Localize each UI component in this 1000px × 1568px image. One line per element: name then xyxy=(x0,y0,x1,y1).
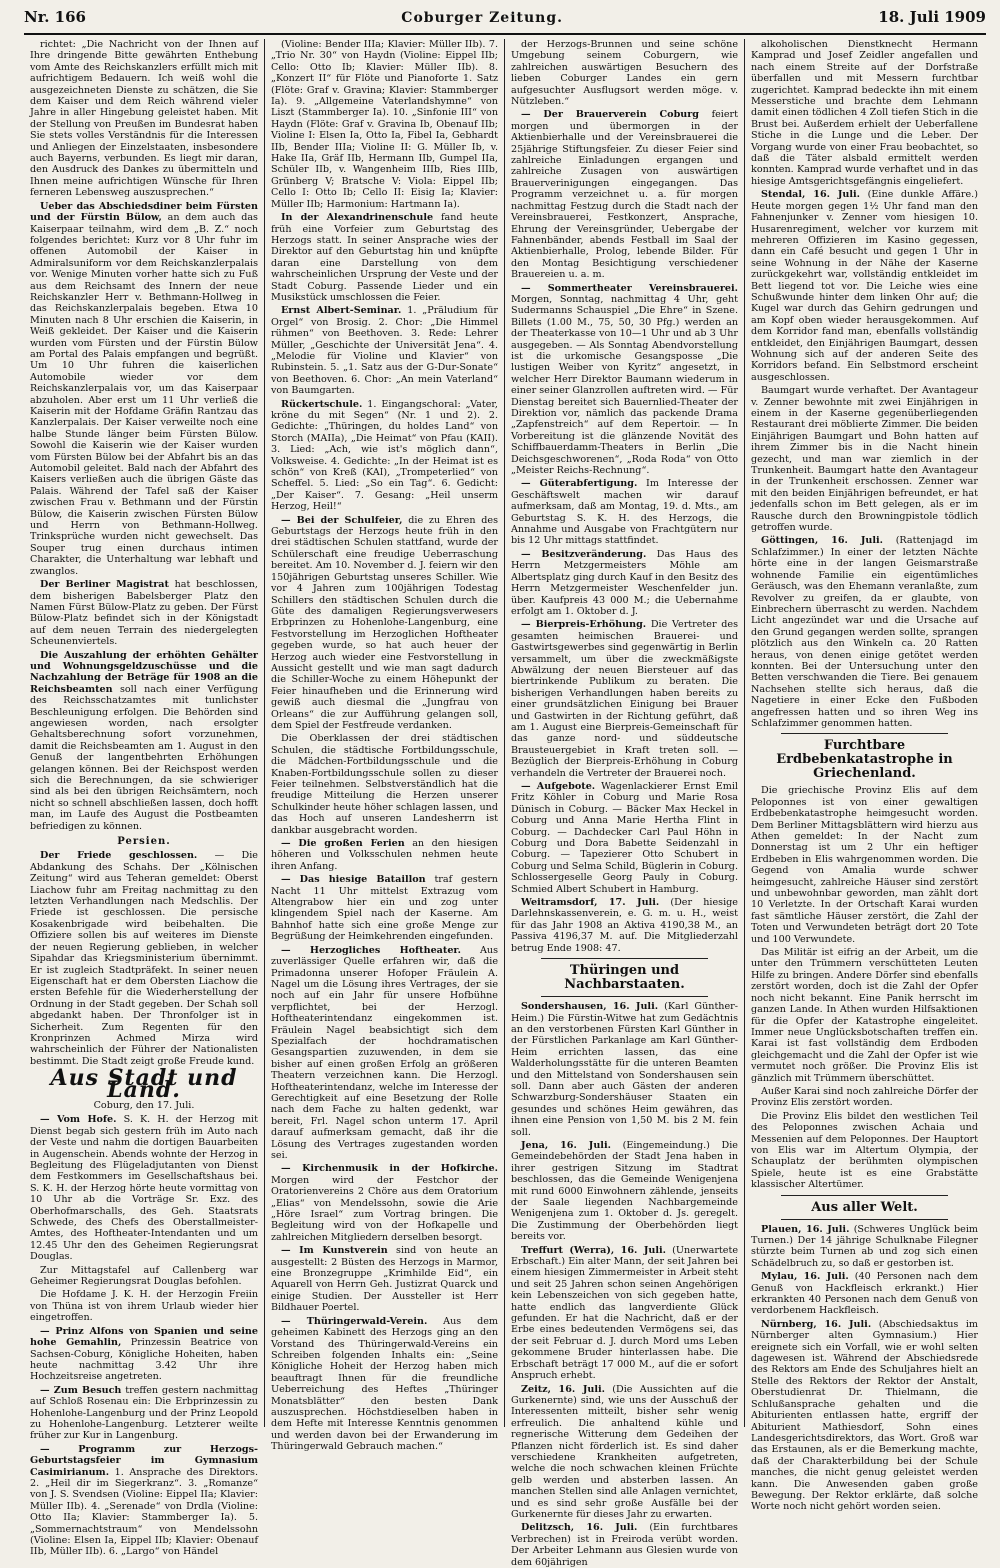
article-paragraph: der Herzogs-Brunnen und seine schöne Umgebung seinem Coburgern, wie zahlreichen auswärtigen Besuchern des lieben Coburger Landes ein gern aufgesuchter Ausflugsort werden möge. v. Nützleben.“ xyxy=(511,39,738,108)
article-heading: In der Alexandrinenschule xyxy=(281,212,434,224)
article-paragraph xyxy=(511,109,738,280)
article-paragraph xyxy=(751,189,978,383)
article-text: (Die Aussichten auf die Gurkenernte) sind, wie uns der Ausschuß der Interessenten mitteilt, bisher sehr wenig erfreulich. Die anhaltend kühle und regnerische Witterung dem Gedeihen der Pflanzen nicht förderlich ist. Es sind daher verschiedene Krankheiten aufgetreten, welche die noch schwachen kleinen Früchte gelb werden und absterben lassen. An manchen Stellen sind alle Anlagen vernichtet, und es sind sehr große Ausfälle bei der Gurkenernte für dieses Jahr zu erwarten. xyxy=(511,1383,738,1520)
article-heading: Weitramsdorf, 17. Juli. xyxy=(521,897,660,909)
article-heading: Rückertschule. xyxy=(281,398,363,410)
article-heading: Der Friede geschlossen. xyxy=(40,850,198,862)
article-text: S. K. H. der Herzog mit Dienst begab sich gestern früh im Auto nach der Veste und nahm die dortigen Bauarbeiten in Augenschein. Abends wohnte der Herzog in Begleitung des Flügeladjutanten von Dienst dem Festkommers im Gesellschaftshaus bei. S. K. H. der Herzog hörte heute vormittag von 10 Uhr ab die Vorträge Sr. Exz. des Oberhofmarschalls, des Geh. Staatsrats Schwede, des Chefs des Oberstallmeister-Amtes, des Hoftheater-Intendanten und um 12.45 Uhr den des Geheimen Regierungsrat Douglas. xyxy=(30,1114,258,1263)
article-paragraph xyxy=(271,1316,498,1453)
divider xyxy=(541,996,708,997)
article-heading: — Bei der Schulfeier, xyxy=(281,514,403,526)
article-text: (Rattenjagd im Schlafzimmer.) In einer der letzten Nächte hörte eine in der langen Geismarstraße wohnende Familie ein eigentümliches Geräusch, was den Ehemann veranlaßte, zum Revolver zu greifen, da er glaubte, von Einbrechern überrascht zu werden. Nachdem Licht angezündet war und die Ursache auf den Grund gegangen werden sollte, sprangen plötzlich aus den Winkeln ca. 20 Ratten heraus, von denen einige getötet werden konnten. Bei der Untersuchung unter den Betten verschwanden die Tiere. Bei genauem Nachsehen stellte sich heraus, daß die Nagetiere in einer Ecke den Fußboden angefressen hatten und so ihren Weg ins Schlafzimmer genommen hatten. xyxy=(751,535,978,729)
article-paragraph xyxy=(30,579,258,647)
article-text: Morgen, Sonntag, nachmittag 4 Uhr, geht Sudermanns Schauspiel „Die Ehre“ in Szene. Billets (1.00 M., 75, 50, 30 Pfg.) werden an der Theaterkasse von 10—1 Uhr und ab 3 Uhr ausgegeben. — Als Sonntag Abendvorstellung ist die urkomische Gesangsposse „Die lustigen Weiber von Kyritz“ angesetzt, in welcher Herr Direktor Baumann wiederum in einer seiner Glanzrollen auftreten wird. — Für Dienstag bereitet sich Bauernlied-Theater der Direktion vor, nämlich das packende Drama „Zapfenstreich“ auf dem Repertoir. — In Vorbereitung ist die glänzende Novität des Schiffbauerdamm-Theaters in Berlin „Die Deichsgeschworenen“, „Roda Roda“ von Otto „Meister Reichs-Rechnung“. xyxy=(511,293,738,477)
article-paragraph xyxy=(271,399,498,513)
article-paragraph xyxy=(271,1163,498,1243)
article-text: Das Haus des Herrn Metzgermeisters Möhle am Albertsplatz ging durch Kauf in den Besitz des Herrn Metzgermeister Weschenfelder jun. über. Kaufpreis 43 000 M.; die Uebernahme erfolgt am 1. Oktober d. J. xyxy=(511,548,738,617)
article-paragraph xyxy=(30,1114,258,1262)
article-paragraph xyxy=(30,1326,258,1383)
section-heading-persien: Persien. xyxy=(117,836,171,848)
article-paragraph xyxy=(271,945,498,1162)
article-heading: Göttingen, 16. Juli. xyxy=(761,535,883,547)
article-heading: — Thüringerwald-Verein. xyxy=(281,1315,428,1327)
article-paragraph xyxy=(30,1444,258,1558)
article-paragraph xyxy=(30,850,258,1067)
article-paragraph xyxy=(511,1384,738,1521)
article-paragraph: alkoholischen Dienstknecht Hermann Kamprad und Josef Zeidler angefallen und nach einem Streite auf der Dorfstraße überfallen und mit Messern furchtbar zugerichtet. Kamprad bedeckte ihn mit einem Messerstiche und brachte dem Lehmann damit einen tödlichen 4 Zoll tiefen Stich in die Brust bei. Außerdem erhielt der Ueberfallene Stiche in die Lunge und die Leber. Der Vorgang wurde von einer Frau beobachtet, so daß die Täter alsbald ermittelt werden konnten. Kamprad wurde verhaftet und in das hiesige Amtsgerichtsgefängnis eingeliefert. xyxy=(751,39,978,187)
article-paragraph: Die Provinz Elis bildet den westlichen Teil des Peloponnes zwischen Achaia und Messenien auf dem Peloponnes. Der Hauptort von Elis war im Altertum Olympia, der Schauplatz der berühmten olympischen Spiele, heute ist es eine Grabstätte klassischer Altertümer. xyxy=(751,1110,978,1191)
column-3 xyxy=(504,39,744,1568)
article-text: Im Interesse der Geschäftswelt machen wir darauf aufmerksam, daß am Montag, 19. d. Mts., am Geburtstag S. K. H. des Herzogs, die Annahme und Ausgabe von Frachtgütern nur bis 12 Uhr mittags stattfindet. xyxy=(511,478,738,547)
article-heading: Plauen, 16. Juli. xyxy=(761,1223,850,1235)
article-heading: — Programm zur Herzogs-Geburtstagsfeier im Gymnasium Casimirianum. xyxy=(30,1443,258,1478)
section-heading-erdbeben: Furchtbare Erdbebenkatastrophe in Griechenland. xyxy=(776,738,953,782)
article-paragraph xyxy=(271,838,498,872)
article-heading: — Güterabfertigung. xyxy=(521,478,638,490)
article-text: fand heute früh eine Vorfeier zum Geburtstag des Herzogs statt. In seiner Ansprache wies der Direktor auf den Geburtstag hin und knüpfte daran eine Darstellung von dem wahrscheinlichen Ursprung der Veste und der Stadt Coburg. Passende Lieder und ein Musikstück umschlossen die Feier. xyxy=(271,212,498,303)
article-text: Aus zuverlässiger Quelle erfahren wir, daß die Primadonna unserer Hofoper Fräulein A. Nagel um die Lösung ihres Vertrages, der sie noch auf ein Jahr für unsere Hofbühne verpflichtet, bei der Herzogl. Hoftheaterintendanz eingekommen ist. Fräulein Nagel beabsichtigt sich dem Spezialfach der hochdramatischen Gesangspartien zuzuwenden, in dem sie bisher auf einen großen Erfolg an größeren Theatern verzeichnen kann. Die Herzogl. Hoftheaterintendanz, welche im Interesse der Gerechtigkeit auf eine Besetzung der Rolle nach dem Fache zu halten gedenkt, war bereit, Frl. Nagel schon unterm 17. April darauf aufmerksam gemacht, daß ihr die Lösung des Vertrages zugestanden worden sei. xyxy=(271,944,498,1161)
article-paragraph xyxy=(511,1522,738,1568)
article-heading: Delitzsch, 16. Juli. xyxy=(521,1522,638,1534)
article-text: (Ein furchtbares Verbrechen) ist in Freiroda verübt worden. Der Arbeiter Lehmann aus Glesien wurde von dem 60jährigen xyxy=(511,1522,738,1568)
article-heading: — Bierpreis-Erhöhung. xyxy=(521,619,647,631)
article-text: Morgen wird der Festchor der Oratorienvereins 2 Chöre aus dem Oratorium „Elias“ von Mendelssohn, sowie die Arie „Höre Israel“ zum Vortrag bringen. Die Begleitung wird von der Hofkapelle und zahlreichen Mitgliedern derselben besorgt. xyxy=(271,1174,498,1243)
article-text: (Unerwartete Erbschaft.) Ein alter Mann, der seit Jahren bei einem hiesigen Zimmermeister in Arbeit steht und seit 25 Jahren schon seinen Angehörigen kein Lebenszeichen von sich gegeben hatte, hatte endlich das langverdiente Glück gefunden. Er hat die Nachricht, daß er der Erbe eines bedeutenden Vermögens sei, das der seit Februar d. J. durch Mord ums Leben gekommene Bruder hinterlassen habe. Die Erbschaft beträgt 17 000 M., auf die er sofort Anspruch erhebt. xyxy=(511,1244,738,1382)
article-heading: — Die großen Ferien xyxy=(281,838,405,850)
article-paragraph xyxy=(30,650,258,833)
article-text: an den hiesigen höheren und Volksschulen nehmen heute ihren Anfang. xyxy=(271,838,498,872)
article-heading: — Herzogliches Hoftheater. xyxy=(281,944,461,956)
article-heading: Nürnberg, 16. Juli. xyxy=(761,1318,872,1330)
article-heading: — Besitzveränderung. xyxy=(521,548,647,560)
article-paragraph: richtet: „Die Nachricht von der Ihnen auf Ihre dringende Bitte gewährten Enthebung vom Amte des Reichskanzlers erfüllt mich mit aufrichtigem Bedauern. Ich weiß wohl die ausgezeichneten Dienste zu schätzen, die Sie dem Kaiser und dem Reich während vieler Jahre in aller Hingebung geleistet haben. Mit der Stellung von Preußen im Bundesrat haben Sie stets volles Verständnis für die Interessen und Anliegen der Einzelstaaten, insbesondere auch Bayerns, verbunden. Es liegt mir daran, den Ausdruck des Dankes zu übermitteln und Ihnen meine aufrichtigen Wünsche für Ihren ferneren Lebensweg auszusprechen.“ xyxy=(30,39,258,199)
article-text: traf gestern Nacht 11 Uhr mittelst Extrazug vom Altengrabow hier ein und zog unter klingendem Spiel nach der Kaserne. Am Bahnhof hatte sich eine große Menge zur Begrüßung der Heimkehrenden eingefunden. xyxy=(271,874,498,943)
article-paragraph xyxy=(271,212,498,303)
article-text: soll nach einer Verfügung des Reichsschatzamtes mit tunlichster Beschleunigung erfolgen. Die Behörden sind angewiesen worden, nach ersolgter Gehaltsberechnung sofort vorzunehmen, damit die Reichsbeamten am 1. August in den Genuß der langentbehrten Erhöhungen gelangen können. Bei der Reichspost werden sich die Berechnungen, da sie schwieriger sind als bei den übrigen Reichsämtern, noch nicht so schnell abschließen lassen, doch hofft man, im Laufe des August die Postbeamten befriedigen zu können. xyxy=(30,683,258,832)
article-heading: Treffurt (Werra), 16. Juli. xyxy=(521,1244,666,1256)
divider xyxy=(541,958,708,959)
newspaper-title: Coburger Zeitung. xyxy=(401,10,563,26)
issue-number: Nr. 166 xyxy=(24,8,86,26)
article-paragraph: (Violine: Bender IIIa; Klavier: Müller IIb). 7. „Trio Nr. 30“ von Haydn (Violine: Eippel IIb; Cello: Otto Ib; Klavier: Müller IIb). 8. „Konzert II“ für Flöte und Pianoforte 1. Satz (Flöte: Graf v. Gravina; Klavier: Stammberger Ia). 9. „Allgemeine Vaterlandshymne“ von Liszt (Stammberger Ia). 10. „Sinfonie III“ von Haydn (Flöte: Graf v. Gravina Ib, Obenauf IIb; Violine I: Elsen Ia, Otto Ia, Fibel Ia, Gebhardt IIb, Bender IIIa; Violine II: G. Müller Ib, v. Hake IIa, Gräf IIb, Hermann IIb, Gumpel IIa, Schüler IIb, v. Wangenheim IIIb, Ries IIIb, Grünberg V; Bratsche V: Viola: Eippel IIb; Cello I: Otto Ib; Cello II: Eisig Ia; Klavier: Müller IIb; Harmonium: Hartmann Ia). xyxy=(271,39,498,210)
article-paragraph xyxy=(271,874,498,942)
article-paragraph xyxy=(271,515,498,732)
article-heading: Ernst Albert-Seminar. xyxy=(281,305,402,317)
article-paragraph xyxy=(511,1245,738,1382)
article-heading: Zeitz, 16. Juli. xyxy=(521,1383,605,1395)
article-paragraph: Außer Karai sind noch zahlreiche Dörfer der Provinz Elis zerstört worden. xyxy=(751,1085,979,1109)
column-2 xyxy=(264,39,504,1453)
article-paragraph: Die griechische Provinz Elis auf dem Peloponnes ist von einer gewaltigen Erdbebenkatastrophe heimgesucht worden. Dem Berliner Mittagsblättern wird hierzu aus Athen gemeldet: In der Nacht zum Donnerstag ist um 2 Uhr ein heftiger Erdbeben in Elis wahrgenommen worden. Die Gegend von Amalia wurde schwer heimgesucht, zahlreiche Häuser sind zerstört und unbewohnbar geworden, man zählt dort 10 Verletzte. In der Ortschaft Karai wurden fast sämtliche Häuser zerstört, die Zahl der Toten und Verwundeten beträgt dort 20 Tote und 100 Verwundete. xyxy=(751,785,978,945)
article-text: 1. „Präludium für Orgel“ von Brosig. 2. Chor: „Die Himmel rühmen“ von Beethoven. 3. Rede: Lehrer Müller, „Geschichte der Universität Jena“. 4. „Melodie für Violine und Klavier“ von Rubinstein. 5. „1. Satz aus der G-Dur-Sonate“ von Beethoven. 6. Chor: „An mein Vaterland“ von Baumgarten. xyxy=(271,305,498,397)
article-text: treffen gestern nachmittag auf Schloß Rosenau ein: Die Erbprinzessin zu Hohenlohe-Langenburg und der Prinz Leopold zu Hohenlohe-Langenburg. Letzterer weilte früher zur Kur in Langenburg. xyxy=(30,1384,258,1442)
article-text: (Eingemeindung.) Die Gemeindebehörden der Stadt Jena haben in ihrer gestrigen Sitzung im Stadtrat beschlossen, das die Gemeinde Wenigenjena mit rund 6000 Einwohnern zählende, jenseits der Saale liegenden Nachbargemeinde Wenigenjena zum 1. Oktober d. Js. geregelt. Die Zustimmung der Oberbehörden liegt bereits vor. xyxy=(511,1139,738,1243)
article-paragraph xyxy=(511,619,738,779)
article-text: sind von heute an ausgestellt: 2 Büsten des Herzogs in Marmor, eine Bronzegruppe „Krimhilde Eid“, ein Aquarell von Herrn Geh. Justizrat Quarck und einige Studien. Der Aussteller ist Herr Bildhauer Poertel. xyxy=(271,1245,498,1314)
article-paragraph xyxy=(30,201,258,577)
article-paragraph xyxy=(511,1001,738,1138)
article-paragraph xyxy=(511,549,738,617)
article-paragraph xyxy=(511,283,738,477)
article-text: die zu Ehren des Geburtstags der Herzogs heute früh in den drei städtischen Schulen stattfand, wurde der Schülerschaft eine freudige Ueberraschung bereitet. Am 10. November d. J. feiern wir den 150jährigen Geburtstag unseres Schiller. Wie vor 4 Jahren zum 100jährigen Todestag Schillers den städtischen Schulen durch die Güte des damaligen Regierungsverwesers Erbprinzen zu Hohenlohe-Langenburg, eine Festvorstellung im Herzoglichen Hoftheater gegeben wurde, so hat auch heuer der Herzog auch wieder eine Festvorstellung in Aussicht gestellt und wie man sagt dadurch die Schiller-Woche zu einem Höhepunkt der Feier hinaufheben und die Erinnerung wird gewiß auch diesmal die „Jungfrau von Orleans“ die zur Aufführung gelangen soll, dem Spiel der Festfreude verdanken. xyxy=(271,514,498,731)
article-paragraph: Die Oberklassen der drei städtischen Schulen, die städtische Fortbildungsschule, die Mädchen-Fortbildungsschule und die Knaben-Fortbildungsschule sollen zu dieser Feier teilnehmen. Selbstverständlich hat die freudige Mitteilung die Herzen unserer Schulkinder heute höher schlagen lassen, und das Hoch auf unseren Landesherrn ist dankbar ausgebracht worden. xyxy=(271,733,498,836)
column-1 xyxy=(24,39,264,1558)
article-text: Aus dem geheimen Kabinett des Herzogs ging an den Vorstand des Thüringerwald-Vereins ein Schreiben folgenden Inhalts ein: „Seine Königliche Hoheit der Herzog haben mich beauftragt Ihnen für die freundliche Ueberreichung des Heftes „Thüringer Monatsblätter“ den besten Dank auszusprechen. Höchstdieselben haben in dem Hefte mit Interesse Kenntnis genommen und werden davon bei der Erwanderung im Thüringerwald Gebrauch machen.“ xyxy=(271,1315,498,1453)
column-4 xyxy=(744,39,984,1513)
article-text: 1. Ansprache des Direktors. 2. „Heil dir im Siegerkranz“. 3. „Romanze“ von J. S. Svendsen (Violine: Eippel IIa; Klavier: Müller IIb). 4. „Serenade“ von Drdla (Violine: Otto IIa; Klavier: Stammberger Ia). 5. „Sommernachtstraum“ von Mendelssohn (Violine: Elsen Ia, Eippel IIb; Klavier: Obenauf IIb, Müller IIb). 6. „Largo“ von Händel xyxy=(30,1466,258,1558)
article-heading: — Der Brauerverein Coburg xyxy=(521,109,700,121)
article-heading: Sondershausen, 16. Juli. xyxy=(521,1001,659,1013)
article-heading: Die Auszahlung der erhöhten Gehälter und Wohnungsgeldzuschüsse und die Nachzahlung der Beträge für 1908 an die Reichsbeamten xyxy=(30,649,258,695)
dateline: Coburg, den 17. Juli. xyxy=(93,1099,195,1111)
article-heading: — Zum Besuch xyxy=(40,1384,122,1396)
divider xyxy=(781,1195,948,1196)
article-paragraph xyxy=(271,1245,498,1313)
article-heading: Jena, 16. Juli. xyxy=(521,1139,611,1151)
section-heading-thueringen: Thüringen und Nachbarstaaten. xyxy=(564,963,685,993)
article-text: hat beschlossen, dem bisherigen Babelsberger Platz den Namen Fürst Bülow-Platz zu geben. Der Fürst Bülow-Platz befindet sich in der Königstadt auf dem neuen Terrain des niedergelegten Scheunenviertels. xyxy=(30,579,258,648)
article-paragraph xyxy=(511,478,738,546)
article-text: Die Vertreter des gesamten heimischen Brauerei- und Gastwirtsgewerbes sind gegenwärtig in Berlin versammelt, um über die zweckmäßigste Abwälzung der neuen Biersteuer auf das biertrinkende Publikum zu beraten. Die bisherigen Verhandlungen haben bereits zu einer grundsätzlichen Einigung bei Brauer und Gastwirten in der Richtung geführt, daß am 1. August eine Bierpreis-Gemeinschaft für das ganze nord- und süddeutsche Brausteuergebiet in Kraft treten soll. — Bezüglich der Bierpreis-Erhöhung in Coburg verhandeln die Vertreter der Brauerei noch. xyxy=(511,619,738,779)
issue-date: 18. Juli 1909 xyxy=(878,8,986,26)
article-text: an dem auch das Kaiserpaar teilnahm, wird dem „B. Z.“ noch folgendes berichtet: Kurz vor 8 Uhr fuhr im offenen Automobil der Kaiser in Admiralsuniform vor dem Reichskanzlerpalais vor. Wenige Minuten vorher hatte sich zu Fuß aus dem Reichsamt des Innern der neue Reichskanzler Herr v. Bethmann-Hollweg in das Reichskanzlerpalais begeben. Etwa 10 Minuten nach 8 Uhr erschien die Kaiserin, in Weiß gekleidet. Der Kaiser und die Kaiserin wurden vom Fürsten und der Fürstin Bülow am Portal des Palais empfangen und begrüßt. Um 10 Uhr fuhren die kaiserlichen Automobile wieder vor dem Reichskanzlerpalais vor, um das Kaiserpaar abzuholen. Aber erst um 11 Uhr verließ die Kaiserin mit der Hofdame Gräfin Rantzau das Kanzlerpalais. Der Kaiser verweilte noch eine halbe Stunde länger beim Fürsten Bülow. Sowohl die Kaiserin wie der Kaiser wurden vom Fürsten Bülow bei der Abfahrt bis an das Automobil geleitet. Bald nach der Abfahrt des Kaisers verließen auch die übrigen Gäste das Palais. Während der Tafel saß der Kaiser zwischen Frau v. Bethmann und der Fürstin Bülow, die Kaiserin zwischen Fürsten Bülow und Herrn von Bethmann-Hollweg. Trinksprüche wurden nicht gewechselt. Das Souper trug einen durchaus intimen Charakter, die Unterhaltung war lebhaft und zwanglos. xyxy=(30,212,258,577)
section-heading-aus-aller-welt: Aus aller Welt. xyxy=(811,1199,918,1215)
article-heading: — Prinz Alfons von Spanien und seine hohe Gemahlin, xyxy=(30,1325,258,1349)
columns xyxy=(24,39,986,1568)
article-heading: — Kirchenmusik in der Hofkirche. xyxy=(281,1163,498,1175)
article-paragraph xyxy=(511,1140,738,1243)
article-heading: — Vom Hofe. xyxy=(40,1114,117,1126)
article-heading: — Aufgebote. xyxy=(521,781,596,792)
article-paragraph xyxy=(751,535,978,729)
article-heading: Ueber das Abschiedsdiner beim Fürsten und der Fürstin Bülow, xyxy=(30,200,258,224)
article-heading: Mylau, 16. Juli. xyxy=(761,1271,849,1283)
article-heading: — Sommertheater Vereinsbrauerei. xyxy=(521,282,738,294)
article-text: (Karl Günther-Heim.) Die Fürstin-Witwe hat zum Gedächtnis an den verstorbenen Fürsten Karl Günther in der Fürstlichen Parkanlage am Karl Günther-Heim errichten lassen, das eine Walderholungsstätte für die unteren Beamten und den Mittelstand von Sondershausen sein soll. Dann aber auch Gästen der anderen Schwarzburg-Sondershäuser Staaten ein gesundes und schönes Heim gewähren, das ihnen eine Pension von 1,50 M. bis 2 M. fein soll. xyxy=(511,1001,738,1138)
article-heading: — Im Kunstverein xyxy=(281,1245,388,1257)
divider xyxy=(781,733,948,734)
article-paragraph: Baumgart wurde verhaftet. Der Avantageur v. Zenner bewohnte mit zwei Einjährigen in einem in der Kaserne gegenüberliegenden Restaurant drei möblierte Zimmer. Die beiden Einjährigen Baumgart und Bohn hatten auf ihrem Zimmer bis in die Nacht hinein gezecht, und man war ziemlich in der Trunkenheit. Baumgart hatte den Avantageur in der Trunkenheit erschossen. Zenner war mit den beiden Einjährigen befreundet, er hat jedenfalls schon im Bett gelegen, als er im Rausche durch den Browningpistole tödlich getroffen wurde. xyxy=(751,385,978,534)
article-text: (Der hiesige Darlehnskassenverein, e. G. m. u. H., weist für das Jahr 1908 an Aktiva 4190,38 M., an Passiva 4196,37 M. auf. Die Mitgliederzahl betrug Ende 1908: 47. xyxy=(511,897,738,954)
article-paragraph xyxy=(511,781,738,895)
article-text: (Abschiedsaktus im Nürnberger alten Gymnasium.) Hier ereignete sich ein Vorfall, wie er wohl selten dagewesen ist. Während der Abschiedsrede des Rektors am Ende des Schuljahres hielt an Stelle des Rektors der Rektor der Anstalt, Oberstudienrat Dr. Thielmann, die Schlußansprache gehalten und die Abiturienten entlassen hatte, ergriff der Abiturient Mathiesdorf, Sohn eines Landesgerichtsdirektors, das Wort. Groß war das Erstaunen, als er die Bemerkung machte, daß der Charakterbildung bei der Schule manches, die nicht genug geleistet werden kann. Die Anwesenden gaben große Bewegung. Der Rektor erklärte, daß solche Worte noch nicht gehört worden seien. xyxy=(751,1318,978,1513)
article-paragraph xyxy=(30,1385,258,1442)
article-paragraph xyxy=(751,1224,978,1270)
article-paragraph: Zur Mittagstafel auf Callenberg war Geheimer Regierungsrat Douglas befohlen. xyxy=(30,1264,258,1288)
article-text: — Die Abdankung des Schahs. Der „Kölnischen Zeitung“ wird aus Teheran gemeldet: Oberst Liachow fuhr am Freitag nachmittag zu den letzten Verhandlungen nach Medschlis. Der Friede ist geschlossen. Die persische Kosakenbrigade wird beibehalten. Die Offiziere sollen bis auf weiteres im Dienste der neuen Regierung geblieben, in welcher Sipahdar das Kriegsministerium übernimmt. Er ist zugleich Stadtpräfekt. In seiner neuen Eigenschaft hat er dem Obersten Liachow die ersten Befehle für die Wiederherstellung der Ordnung in der Stadt gegeben. Der Schah soll abgedankt haben. Der Thronfolger ist in Sicherheit. Zum Regenten für den Kronprinzen Achmed Mirza wird wahrscheinlich der Führer der Nationalisten bestimmt. Die Stadt zeigt große Freude kund. xyxy=(30,850,258,1067)
article-heading: Der Berliner Magistrat xyxy=(40,579,169,591)
section-heading-stadt-land: Aus Stadt und Land. xyxy=(50,1065,238,1103)
article-text: Wagenlackierer Ernst Emil Fritz Köhler in Coburg und Marie Rosa Dünisch in Coburg. — Bäcker Max Heckel in Coburg und Anna Marie Hertha Flint in Coburg. — Dachdecker Carl Paul Höhn in Coburg und Dora Babette Seidenzahl in Coburg. — Tapezierer Otto Schubert in Coburg und Selma Schild, Büglerin in Coburg. Schlossergeselle Georg Pauly in Coburg. Schmied Albert Schubert in Hamburg. xyxy=(511,781,738,895)
article-text: feiert morgen und übermorgen in der Aktienbierhalle und der Vereinsbrauerei die 25jährige Stiftungsfeier. Zu dieser Feier sind zahlreiche Einladungen ergangen und zahlreiche Zusagen von auswärtigen Brauerverinigungen eingegangen. Das Programm verzeichnet u. a. für morgen nachmittag Festzug durch die Stadt nach der Vereinsbrauerei, Festkonzert, Ansprache, Ehrung der Vereinsgründer, Uebergabe der Fahnenbänder, abends Festball im Saal der Aktienbierhalle, Prolog, lebende Bilder. Für den Montag Besichtigung verschiedener Brauereien u. a. m. xyxy=(511,109,738,281)
article-paragraph xyxy=(511,897,738,954)
article-text: Prinzessin Beatrice von Sachsen-Coburg, Königliche Hoheiten, haben heute nachmittag 3.42 Uhr ihre Hochzeitsreise angetreten. xyxy=(30,1337,258,1383)
article-heading: Stendal, 16. Juli. xyxy=(761,189,861,201)
article-text: (Schweres Unglück beim Turnen.) Der 14 jährige Schulknabe Filegner stürzte beim Turnen ab und zog sich einen Schädelbruch zu, so daß er gestorben ist. xyxy=(751,1223,978,1269)
divider xyxy=(781,1219,948,1220)
article-text: (Eine dunkle Affäre.) Heute morgen gegen 1½ Uhr fand man den Fahnenjunker v. Zenner vom hiesigen 10. Husarenregiment, welcher vor kurzem mit mehreren Offizieren im Kasino gegessen, dann ein Café besucht und gegen 1 Uhr in seine Wohnung in der Nähe der Kaserne zurückgekehrt war, vollständig entkleidet im Bett liegend tot vor. Die Leiche wies eine Schußwunde hinter dem linken Ohr auf; die Kugel war durch das Gehirn gedrungen und am Kopf oben wieder herausgekommen. Auf dem Korridor fand man, ebenfalls vollständig entkleidet, den Einjährigen Baumgart, dessen Wohnung sich auf der anderen Seite des Korridors befand. Ein Selbstmord erscheint ausgeschlossen. xyxy=(751,189,978,383)
article-heading: — Das hiesige Bataillon xyxy=(281,874,426,886)
article-paragraph xyxy=(751,1319,978,1513)
article-paragraph xyxy=(751,1271,978,1317)
article-text: (40 Personen nach dem Genuß von Hackfleisch erkrankt.) Hier erkrankten 40 Personen nach dem Genuß von verdorbenem Hackfleisch. xyxy=(751,1271,978,1317)
article-paragraph xyxy=(271,305,498,396)
article-paragraph: Das Militär ist eifrig an der Arbeit, um die unter den Trümmern verschütteten Leuten Hilfe zu bringen. Andere Dörfer sind ebenfalls zerstört worden, doch ist die Zahl der Opfer noch nicht bekannt. Eine Panik herrscht im ganzen Lande. In Athen wurden Hilfsaktionen für die Opfer der Katastrophe eingeleitet. Immer neue Unglücksbotschaften treffen ein. Karai ist fast vollständig dem Erdboden gleichgemacht und die Zahl der Opfer ist wie vermutet noch größer. Die Provinz Elis ist gänzlich mit Trümmern überschüttet. xyxy=(751,947,978,1084)
article-text: 1. Eingangschoral: „Vater, kröne du mit Segen“ (Nr. 1 und 2). 2. Gedichte: „Thüringen, du holdes Land“ von Storch (MAIIa), „Die Heimat“ von Pfau (KAII). 3. Lied: „Ach, wie ist's möglich dann“, Volksweise. 4. Gedichte: „In der Heimat ist es schön“ von Kreß (KAI), „Trompeterlied“ von Scheffel. 5. Lied: „So ein Tag“. 6. Gedicht: „Der Kaiser“. 7. Gesang: „Heil unserm Herzog, Heil!“ xyxy=(271,398,498,513)
article-paragraph: Die Hofdame J. K. H. der Herzogin Freiin von Thüna ist von ihrem Urlaub wieder hier eingetroffen. xyxy=(30,1289,258,1324)
masthead xyxy=(24,8,986,35)
